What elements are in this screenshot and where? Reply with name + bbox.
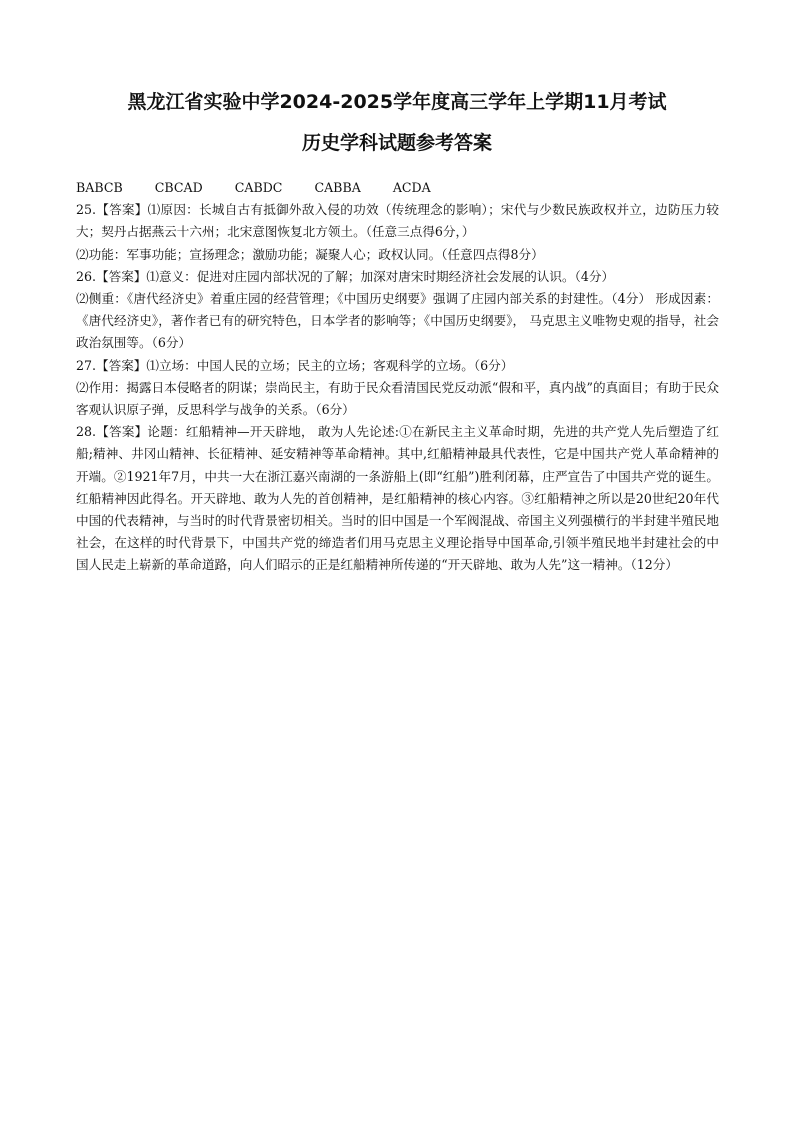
answer-26-part1: 26.【答案】⑴意义：促进对庄园内部状况的了解；加深对唐宋时期经济社会发展的认识。（4分） <box>76 268 615 284</box>
choice-group-1: BABCB <box>76 180 123 195</box>
answer-25-part2: ⑵功能：军事功能；宣扬理念；激励功能；凝聚人心；政权认同。（任意四点得8分） <box>76 246 544 262</box>
answer-26-part2: ⑵侧重：《唐代经济史》着重庄园的经营管理；《中国历史纲要》强调了庄园内部关系的封建性。（4分） 形成因素：《唐代经济史》，著作者已有的研究特色，日本学者的影响等；《中国历史纲要》， 马克思主义唯物史观的指导，社会政治氛围等。（6分） <box>76 291 719 351</box>
answer-body <box>76 177 719 577</box>
answer-25-part1: 25.【答案】⑴原因：长城自古有抵御外敌入侵的功效（传统理念的影响）；宋代与少数民族政权并立，边防压力较大；契丹占据燕云十六州；北宋意图恢复北方领土。（任意三点得6分，） <box>76 202 719 240</box>
choice-group-3: CABDC <box>234 180 283 195</box>
choice-answer-keys <box>76 177 719 199</box>
document-subtitle: 历史学科试题参考答案 <box>301 132 492 154</box>
answer-28: 28.【答案】论题：红船精神—开天辟地， 敢为人先论述:①在新民主主义革命时期，先进的共产党人先后塑造了红船;精神、井冈山精神、长征精神、延安精神等革命精神。其中,红船精神最具代表性，它是中国共产党人革命精神的开端。②1921年7月，中共一大在浙江嘉兴南湖的一条游船上(即“红船”)胜利闭幕，庄严宣告了中国共产党的诞生。红船精神因此得名。开天辟地、敢为人先的首创精神，是红船精神的核心内容。③红船精神之所以是20世纪20年代中国的代表精神，与当时的时代背景密切相关。当时的旧中国是一个军阀混战、帝国主义列强横行的半封建半殖民地社会，在这样的时代背景下，中国共产党的缔造者们用马克思主义理论指导中国革命,引领半殖民地半封建社会的中国人民走上崭新的革命道路，向人们昭示的正是红船精神所传递的“开天辟地、敢为人先”这一精神。（12分） <box>76 424 719 573</box>
choice-group-2: CBCAD <box>154 180 203 195</box>
choice-group-5: ACDA <box>392 180 431 195</box>
answer-27-part2: ⑵作用：揭露日本侵略者的阴谋；崇尚民主，有助于民众看清国民党反动派“假和平，真内战”的真面目；有助于民众客观认识原子弹，反思科学与战争的关系。（6分） <box>76 379 719 418</box>
choice-group-4: CABBA <box>314 180 361 195</box>
document-title: 黑龙江省实验中学2024-2025学年度高三学年上学期11月考试 <box>127 91 667 113</box>
answer-27-part1: 27.【答案】⑴立场：中国人民的立场；民主的立场；客观科学的立场。（6分） <box>76 357 514 373</box>
